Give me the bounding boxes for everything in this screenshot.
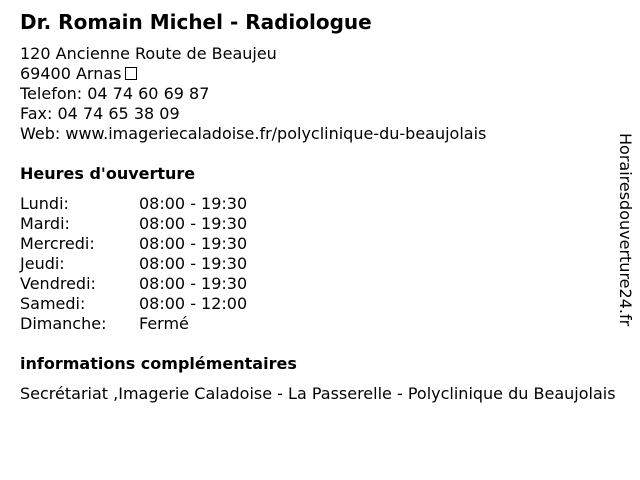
contact-block (20, 44, 486, 144)
hours-row-sunday (20, 314, 247, 334)
page-title: Dr. Romain Michel - Radiologue (20, 10, 372, 34)
time-value: 08:00 - 19:30 (139, 254, 248, 273)
opening-hours-heading: Heures d'ouverture (20, 164, 196, 183)
phone-line: Telefon: 04 74 60 69 87 (20, 84, 210, 103)
day-label: Dimanche: (20, 314, 107, 333)
day-label: Lundi: (20, 194, 69, 213)
time-value: 08:00 - 12:00 (139, 294, 248, 313)
day-label: Mardi: (20, 214, 70, 233)
fax-line: Fax: 04 74 65 38 09 (20, 104, 180, 123)
day-label: Jeudi: (20, 254, 65, 273)
additional-info-text: Secrétariat ,Imagerie Caladoise - La Passerelle - Polyclinique du Beaujolais (20, 384, 616, 403)
hours-row-thursday (20, 254, 247, 274)
hours-row-friday (20, 274, 247, 294)
day-label: Samedi: (20, 294, 86, 313)
time-value: 08:00 - 19:30 (139, 234, 248, 253)
hours-row-tuesday (20, 214, 247, 234)
website-line: Web: www.imageriecaladoise.fr/polyclinique-du-beaujolais (20, 124, 487, 143)
city-line (20, 64, 486, 84)
time-value: 08:00 - 19:30 (139, 214, 248, 233)
site-watermark (610, 133, 636, 343)
day-label: Mercredi: (20, 234, 95, 253)
watermark-text: Horairesdouverture24.fr (616, 133, 635, 327)
street-address: 120 Ancienne Route de Beaujeu (20, 44, 277, 63)
hours-row-saturday (20, 294, 247, 314)
time-value: 08:00 - 19:30 (139, 274, 248, 293)
hours-row-monday (20, 194, 247, 214)
additional-info-heading: informations complémentaires (20, 354, 297, 373)
placeholder-box-icon (125, 67, 137, 80)
time-value: 08:00 - 19:30 (139, 194, 248, 213)
day-label: Vendredi: (20, 274, 96, 293)
opening-hours-table (20, 194, 247, 334)
city-text: 69400 Arnas (20, 64, 122, 83)
time-value: Fermé (139, 314, 189, 333)
hours-row-wednesday (20, 234, 247, 254)
